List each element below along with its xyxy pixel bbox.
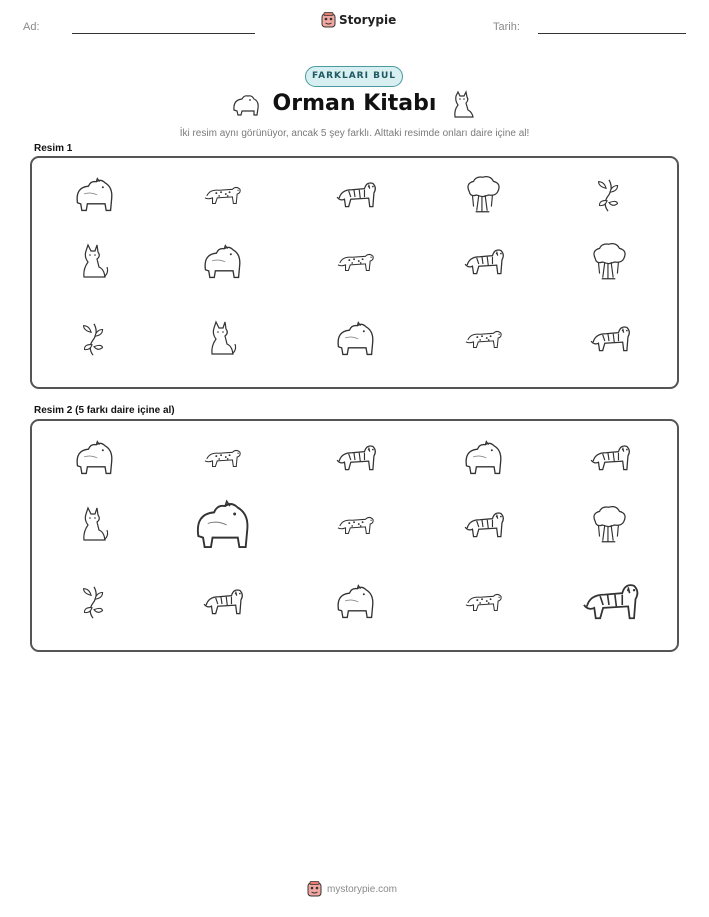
- tree-icon: [461, 173, 505, 217]
- leopard-icon[interactable]: [197, 440, 247, 476]
- leopard-icon[interactable]: [458, 584, 508, 620]
- wolf-icon: [73, 240, 115, 284]
- bear-icon: [331, 318, 379, 360]
- leopard-icon: [458, 321, 508, 357]
- page-title: Orman Kitabı: [272, 91, 437, 116]
- name-line[interactable]: [72, 33, 255, 34]
- tiger-icon: [331, 175, 379, 215]
- tiger-icon: [459, 242, 507, 282]
- bear-large-icon[interactable]: [188, 495, 256, 555]
- picture2-panel[interactable]: [30, 419, 679, 652]
- bear-icon: [70, 174, 118, 216]
- instructions: İki resim aynı görünüyor, ancak 5 şey farklı. Alttaki resimde onları daire içine al!: [179, 128, 530, 139]
- wolf-icon[interactable]: [73, 503, 115, 547]
- wolf-icon: [201, 317, 243, 361]
- tiger-icon[interactable]: [331, 438, 379, 478]
- tiger-icon[interactable]: [198, 582, 246, 622]
- date-line[interactable]: [538, 33, 686, 34]
- leopard-icon: [197, 177, 247, 213]
- vine-icon: [589, 174, 629, 216]
- vine-icon: [74, 318, 114, 360]
- brand-name: Storypie: [339, 13, 397, 27]
- wolf-icon: [446, 90, 478, 120]
- picture1-panel: [30, 156, 679, 389]
- footer-url[interactable]: mystorypie.com: [327, 883, 398, 895]
- tiger-icon[interactable]: [459, 505, 507, 545]
- leopard-icon: [330, 244, 380, 280]
- storypie-logo-icon: [307, 881, 322, 897]
- brand: [321, 12, 396, 28]
- tree-icon: [587, 240, 631, 284]
- vine-icon[interactable]: [74, 581, 114, 623]
- picture2-label: Resim 2 (5 farkı daire içine al): [34, 405, 175, 416]
- storypie-logo-icon: [321, 12, 336, 28]
- bear-icon[interactable]: [70, 437, 118, 479]
- bear-icon: [198, 241, 246, 283]
- picture1-label: Resim 1: [34, 143, 73, 154]
- name-label: Ad:: [23, 21, 40, 33]
- bear-icon[interactable]: [459, 437, 507, 479]
- leopard-icon[interactable]: [330, 507, 380, 543]
- worksheet-badge: FARKLARI BUL: [305, 66, 403, 87]
- bear-icon[interactable]: [331, 581, 379, 623]
- tiger-icon: [585, 319, 633, 359]
- tree-icon[interactable]: [587, 503, 631, 547]
- tiger-large-icon[interactable]: [575, 574, 643, 630]
- date-label: Tarih:: [493, 21, 520, 33]
- tiger-icon[interactable]: [585, 438, 633, 478]
- footer: [307, 881, 397, 897]
